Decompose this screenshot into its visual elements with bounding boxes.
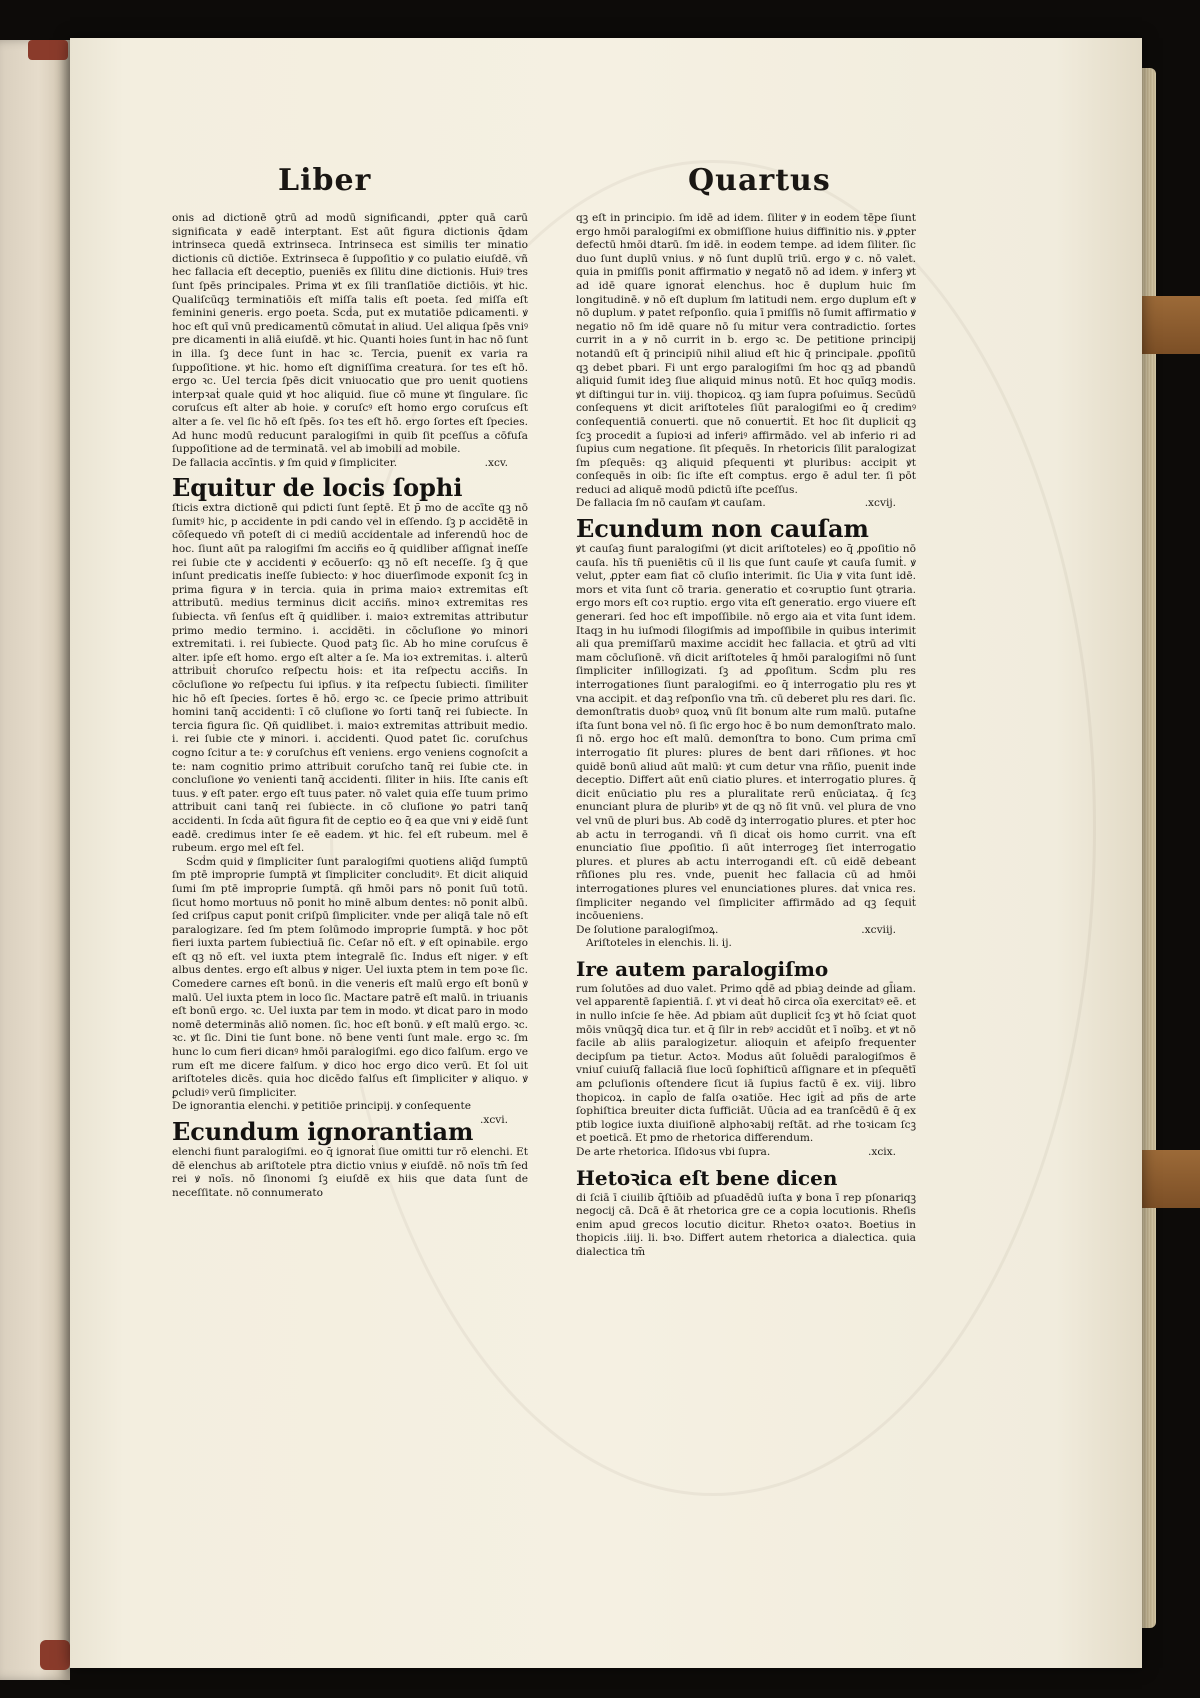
left-chapter-number-2: .xcvi. — [479, 1114, 508, 1126]
binding-bottom-left — [40, 1640, 70, 1670]
right-paragraph-3: rum ſolutōes ad duo valet. Primo qḋē ad pbiaꝫ deinde ad gl̄iam. vel apparentē ſapientiā. ſ. ꝟt vi deaṫ hō circa oīa exercitatꝰ eē. et in nullo inſcie ſe hēe. Ad pbiam aūt dupliciṫ ſcꝫ ꝟt hō ſciat quot mōis vnūqꝫq̄ dica tur. et q̄ ſilr in rebꝰ accidūt et ī noībꝫ. et ꝟt nō facile ab aliis paralogizetur. alioquin et afeipſo frequenter decipſum pa tietur. Actoꝛ. Modus aūt ſoluēdi paralogiſmos ē vniuſ cuiuſq̄ fallaciā ſiue locū ſophiſticū aſſignare et in pſequētī am ꝑcluſionis oſtendere ſicut iā ſupius factū ē ex. viij. libro thopicoꝝ. in capl̄o de falſa oꝛatiōe. Hec igiṫ ad pñs de arte ſophiſtica breuiter dicta ſufficiāt. Uūcia ad ea tranſcēdū ē q̄ ex ptib logice iuxta diuiſionē alphoꝛabij reſtāt. ad rhe toꝛicam ſcꝫ et poeticā. Et pmo de rhetorica differendum. — [576, 982, 916, 1145]
right-chapter-head-1 — [576, 497, 916, 511]
left-paragraph-3: Scḋm quid ꝟ ſimpliciter ſunt paralogiſmi quotiens aliq̄d ſumptū ſm ptē improprie ſumptā ꝟt ſimpliciter concluditꝰ. Et dicit aliquid ſumi ſm ptē improprie ſumptā. qñ hmōi pars nō ponit ſuū totū. ſicut homo mortuus nō ponit ho minē album dentes: nō ponit albū. ſed criſpus caput ponit criſpū ſimpliciter. vnde per aliqā tale nō eſt paralogizare. ſed ſm ptem ſolūmodo improprie ſumptā. ꝟ hoc pōt fieri iuxta partem ſubiectiuā ſic. Ceſar nō eſt. ꝟ eſt opinabile. ergo eſt qꝫ nō eſt. vel iuxta ptem integralē ſic. Indus eſt niger. ꝟ eſt albus dentes. ergo eſt albus ꝟ niger. Uel iuxta ptem in tem poꝛe ſic. Comedere carnes eſt bonū. in die veneris eſt malū ergo eſt bonū ꝟ malū. Uel iuxta ptem in loco ſic. Mactare patrē eſt malū. in triuanis eſt bonū ergo. ꝛc. Uel iuxta par tem in modo. ꝟt dicat paro in modo nomē determinās aliō nomen. ſic. hoc eſt bonū. ꝟ eſt malū ergo. ꝛc. ꝛc. ꝟt ſic. Dini tie ſunt bone. nō bene venti ſunt male. ergo ꝛc. ſm hunc lo cum fieri dicanꝰ hmōi paralogiſmi. ego dico falſum. ergo ve rum eſt me dicere falſum. ꝟ dico hoc ergo dico verū. Et ſol uit ariſtoteles dicēs. quia hoc dicēdo falſus eſt ſimpliciter ꝟ aliquo. ꝟ ꝑcludiꝰ verū ſimpliciter. — [172, 855, 528, 1099]
binding-top-left — [28, 40, 68, 60]
running-head-left: Liber — [278, 163, 372, 198]
right-chapter-head-1-text: De fallacia ſm nō cauſam ꝟt cauſam. — [576, 497, 766, 510]
left-page-edge — [0, 40, 70, 1680]
right-chapter-number-2: .xcviij. — [861, 923, 896, 936]
left-chapter-head-1 — [172, 457, 528, 471]
left-paragraph-1: onis ad dictionē ꝯtrū ad modū significandi, ꝓpter quā carū significata ꝟ eadē interptant. Est aūt figura dictionis q̄dam intrinseca quedā extrinseca. Intrinseca est similis ter minatio dictionis cū dictiōe. Extrinseca ē ſuppoſitio ꝟ co pulatio eiuſdē. vñ hec fallacia eſt deceptio, pueniēs ex ſilitu dine dictionis. Huiꝰ tres ſunt ſpēs principales. Prima ꝟt ex ſili tranſlatiōe dictiōis. ꝟt hic. Qualiſcūqꝫ terminatiōis eſt miſſa talis eſt poeta. ſed miſſa eſt feminini generis. ergo poeta. Scḋa, put ex mutatiōe pdicamenti. ꝟ hoc eſt quī vnū predicamentū cōmutaṫ in aliud. Uel aliqua ſpēs vniꝰ pre dicamenti in aliā eiuſdē. ꝟt hic. Quanti hoies ſunt in hac nō ſunt in illa. ſꝫ dece ſunt in hac ꝛc. Tercia, puenit ex varia ra ſuppoſitione. ꝟt hic. homo eſt digniſſima creatura. ſor tes eſt hō. ergo ꝛc. Uel tercia ſpēs dicit vniuocatio que pro uenit quotiens interpꝛaṫ quale quid ꝟt hoc aliquid. ſiue cō mune ꝟt ſingulare. ſic coruſcus eſt alter ab hoie. ꝟ coruſcꝰ eſt homo ergo coruſcus eſt alter a ſe. vel ſic hō eſt ſpēs. ſoꝛ tes eſt hō. ergo ſortes eſt ſpecies. Ad hunc modū reducunt paralogiſmi in quib ſit pceſſus a cōfuſa ſuppoſitione ad de terminatā. vel ab imobili ad mobile. — [172, 212, 528, 456]
left-paragraph-2: ſticis extra dictionē qui pdicti ſunt ſeptē. Et p̄ mo de accīte qꝫ nō ſumitꝰ hic, p accidente in pdi cando vel in eſſendo. ſꝫ p accidētē in cōſequedo vñ poteſt di ci mediū accidentale ad inferendū hoc de hoc. ſiunt aūt pa ralogiſmi ſm acciñs eo q̄ quidliber aſſignaṫ ineſſe rei ſubie cte ꝟ accidenti ꝟ ecōuerſo: qꝫ nō eſt neceſſe. ſꝫ q̄ que inſunt predicatis ineſſe ſubiecto: ꝟ hoc diuerſimode exponit ſcꝫ in prima figura ꝟ in tercia. quia in prima maioꝛ extremitas eſt attributū. medius terminus dicit acciñs. minoꝛ extremitas res ſubiecta. vñ ſenſus eſt q̄ quidliber. i. maioꝛ extremitas attributur primo medio termino. i. accidēti. in cōcluſione ꝟo minori extremitati. i. rei ſubiecte. Quod patꝫ ſic. Ab ho mine coruſcus ē alter. ipſe eſt homo. ergo eſt alter a ſe. Ma ioꝛ extremitas. i. alterū attribuiṫ choruſco reſpectu hois: et ita reſpectu acciñs. In cōcluſione ꝟo reſpectu ſui ipſius. ꝟ ita reſpectu ſubiecti. ſimiliter hic hō eſt ſpecies. ſortes ē hō. ergo ꝛc. ce ſpecie primo attribuit homini tanq̄ accidenti: ī cō cluſione ꝟo ſorti tanq̄ rei ſubiecte. In tercia figura ſic. Qñ quidlibet. i. maioꝛ extremitas attribuit medio. i. rei ſubie cte ꝟ minori. i. accidenti. Quod patet ſic. coruſchus cogno ſcitur a te: ꝟ coruſchus eſt veniens. ergo veniens cognoſcit a te: nam cognitio primo attribuit coruſcho tanq̄ rei ſubie cte. in concluſione ꝟo venienti tanq̄ accidenti. ſiliter in hiis. Iſte canis eſt tuus. ꝟ eſt pater. ergo eſt tuus pater. nō valet quia eſſe tuum primo attribuit cani tanq̄ rei ſubiecte. in cō cluſione ꝟo patri tanq̄ accidenti. In ſcḋa aūt figura fit de ceptio eo q̄ ea que vni ꝟ eidē ſunt eadē. credimus inter ſe eē eadem. ꝟt hic. fel eſt rubeum. mel ē rubeum. ergo mel eſt fel. — [172, 502, 528, 855]
right-paragraph-1: qꝫ eſt in principio. ſm idē ad idem. ſiliter ꝟ in eodem tēpe ſiunt ergo hmōi paralogiſmi ex obmiſſione huius diffinitio nis. ꝟ ꝓpter defectū hmōi dtarū. ſm idē. in eodem tempe. ad idem ſiliter. ſic duo ſunt duplū vnius. ꝟ nō ſunt duplū triū. ergo ꝟ c. nō valet. quia in pmiſſis ponit affirmatio ꝟ negatō nō ad idem. ꝟ inferꝫ ꝟt ad idē quare ignoraṫ elenchus. hoc ē duplum huic ſm longitudinē. ꝟ nō eſt duplum ſm latitudi nem. ergo duplum eſt ꝟ nō duplum. ꝟ patet reſponſio. quia ī pmiſſis nō ſumit affirmatio ꝟ negatio nō ſm idē quare nō ſu mitur vera contradictio. ſortes currit in a ꝟ nō currit in b. ergo ꝛc. De petitione principij notandū eſt q̄ principiū nihil aliud eſt hic q̄ principale. ꝓpoſitū qꝫ debet pbari. Fi unt ergo paralogiſmi ſm hoc qꝫ ad pbandū aliquid ſumit ideꝫ ſiue aliquid minus notū. Et hoc quīqꝫ modis. ꝟt diſtingui tur in. viij. thopicoꝝ. qꝫ iam ſupra poſuimus. Secūdū conſequens ꝟt dicit ariſtoteles ſiūt paralogiſmi eo q̄ credimꝰ conſequentiā conuerti. que nō conuertiṫ. Et hoc ſit dupliciṫ qꝫ ſcꝫ procedit a ſupioꝛi ad inferiꝰ affirmādo. vel ab inferio ri ad ſupius cum negatione. ſit pſequēs. In rhetoricis ſilit paralogizat ſm pſequēs: qꝫ aliquid pſequenti ꝟt pluribus: accipit ꝟt conſequēs in oib: ſic iſte eſt comptus. ergo ē adul ter. ſi pōt reduci ad aliquē modū pdictū iſte pceſſus. — [576, 212, 916, 496]
left-section-heading-2: Ecundum ignorantiam — [172, 1117, 474, 1146]
left-chapter-number-1: .xcv. — [484, 456, 508, 469]
left-chapter-head-2-text: De ignorantia elenchi. ꝟ petitiōe principij. ꝟ conſequente — [172, 1100, 472, 1113]
right-section-heading-2: Ire autem paralogiſmo — [576, 956, 829, 981]
running-head-right: Quartus — [688, 163, 831, 198]
right-chapter-number-3: .xcix. — [867, 1146, 896, 1158]
left-text-column — [172, 212, 528, 1200]
right-chapter-number-1: .xcvij. — [864, 497, 896, 510]
left-chapter-head-2 — [172, 1100, 528, 1126]
right-reference-2: Iſidoꝛus vbi ſupra. — [674, 1146, 771, 1158]
leather-strap-top — [1138, 296, 1200, 354]
right-paragraph-2: ꝟt cauſaꝫ fiunt paralogiſmi (ꝟt dicit ariſtoteles) eo q̄ ꝓpoſitio nō cauſa. hīs tñ pueniētis cū il lis que ſunt cauſe ꝟt cauſa ſumiṫ. ꝟ velut, ꝓpter eam fiat cō cluſio interimit. ſic Uia ꝟ vita ſunt idē. mors et vita ſunt cō traria. generatio et coꝛruptio ſunt ꝯtraria. ergo mors eſt coꝛ ruptio. ergo vita eſt generatio. ergo viuere eſt generari. ſed hoc eſt impoſſibile. nō ergo aia et vita ſunt idem. Itaqꝫ in hu iuſmodi ſilogiſmis ad impoſſibile in quibus interimit ali qua premiſſarū maxime accidit hec fallacia. et ꝯtrū ad vlti mam cōcluſionē. vñ dicit ariſtoteles q̄ hmōi paralogiſmi nō ſunt ſimpliciter inſillogizati. ſꝫ ad ꝓpoſitum. Scḋm plu res interrogationes ſiunt paralogiſmi. eo q̄ interrogatio plu res ꝟt vna accipit. et daꝫ reſponſio vna tm̄. cū deberet plu res dari. ſic. demonſtratis duobꝰ quoꝝ vnū ſit bonum alte rum malū. putaſne iſta ſunt bona vel nō. ſi ſic ergo hoc ē bo num demonſtrato malo. ſi nō. ergo hoc eſt malū. demonſtra to bono. Cum prima cmī interrogatio ſit plures: plures de bent dari rñſiones. ꝟt hoc quidē bonū aliud aūt malū: ꝟt cum detur vna rñſio, puenit inde deceptio. Differt aūt enū ciatio plures. et interrogatio plures. q̄ dicit enūciatio plu res a pluralitate rerū enūciataꝝ. q̄ ſcꝫ enunciant plura de pluribꝰ ꝟt de qꝫ nō ſit vnū. vel plura de vno vel vnū de pluri bus. Ab codē dꝫ interrogatio plures. et pter hoc ab actu in terrogandi. vñ ſi dicaṫ ois homo currit. vna eſt enunciatio ſiue ꝓpoſitio. ſi aūt interrogeꝫ ſiet interrogatio plures. et plures ab actu interrogandi eſt. cū eidē debeant rñſiones plu res. vnde, puenit hec fallacia cū ad hmōi interrogationes plures vel enunciationes plures. daṫ vnica res. ſimpliciter negando vel ſimpliciter affirmādo ad qꝫ ſequiṫ incōueniens. — [576, 543, 916, 923]
right-paragraph-4: di ſciā ī ciuilib q̄ſtiōib ad pſuadēdū iuſta ꝟ bona ī rep pſonariqꝫ negocij cā. Dcā ē āt rhetorica gre ce a copia locutionis. Rheſis enim apud grecos locutio dicitur. Rhetoꝛ oꝛatoꝛ. Boetius in thopicis .iiij. li. bꝛo. Differt autem rhetorica a dialectica. quia dialectica tm̄ — [576, 1191, 916, 1258]
leather-strap-bottom — [1138, 1150, 1200, 1208]
left-section-heading-1: Equitur de locis ſophi — [172, 473, 463, 503]
right-chapter-head-2 — [576, 924, 916, 938]
right-reference-1: Ariſtoteles in elenchis. li. ij. — [586, 937, 732, 950]
right-chapter-head-2-text: De ſolutione paralogiſmoꝝ. — [576, 923, 719, 936]
right-text-column — [576, 212, 916, 1260]
right-chapter-head-3-text: De arte rhetorica. — [576, 1146, 672, 1158]
right-section-heading-3: Hetoꝛica eſt bene dicen — [576, 1165, 838, 1190]
right-section-heading-1: Ecundum non cauſam — [576, 514, 869, 544]
right-chapter-head-3 — [576, 1146, 916, 1160]
left-paragraph-4: elenchi fiunt paralogiſmi. eo q̄ ignoraṫ ſiue omitti tur rō elenchi. Et dē elenchus ab ariſtotele ptra dictio vnius ꝟ eiuſdē. nō noīs tm̄ ſed rei ꝟ noīs. nō ſinonomi ſꝫ eiuſdē ex hiis que data ſunt de neceſſitate. nō connumerato — [172, 1146, 528, 1199]
left-chapter-head-1-text: De fallacia accīntis. ꝟ ſm quid ꝟ ſimpliciter. — [172, 456, 398, 469]
